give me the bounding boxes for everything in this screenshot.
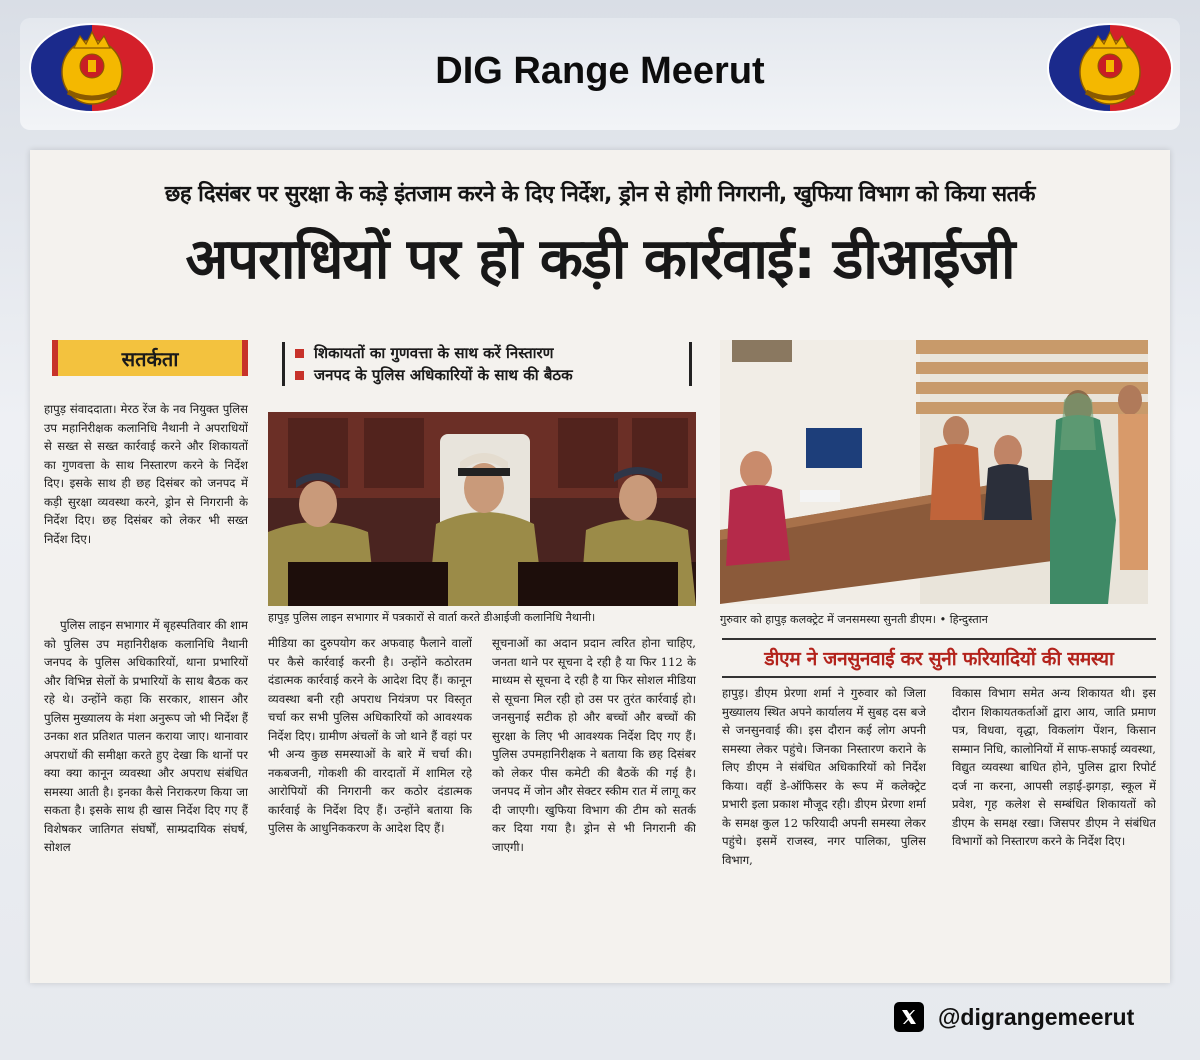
page-title: DIG Range Meerut [435,50,765,92]
bullet-item: शिकायतों का गुणवत्ता के साथ करें निस्तारण [295,342,679,364]
article-column-1-top: हापुड़ संवाददाता। मेरठ रेंज के नव नियुक्त पुलिस उप महानिरीक्षक कलानिधि नैथानी ने अपराधियों से सख्त से सख्त कार्रवाई करने और शिकायतों का गुणवत्ता के साथ निस्तारण करने के निर्देश दिए। इसके साथ ही छह दिसंबर को जनपद में कड़ी सुरक्षा व्यवस्था करने, ड्रोन से निगरानी के निर्देश दिए। छह दिसंबर को लेकर भी सख्त निर्देश दिए। [44,402,248,546]
up-police-emblem-right-icon [1046,22,1174,114]
section-tag: सतर्कता [52,340,248,376]
article-column-2: मीडिया का दुरुपयोग कर अफवाह फैलाने वालों पर कैसे कार्रवाई करनी है। उन्होंने कठोरतम दंडात्मक कार्रवाई करने के आदेश दिए हैं। कानून व्यवस्था बनी रही अपराध नियंत्रण पर विस्तृत चर्चा कर सभी पुलिस अधिकारियों को आवश्यक निर्देश दिए। ग्रामीण अंचलों के जो थाने हैं वहां पर भी अन्य कुछ समस्याओं के बारे में चर्चा की। नकबजनी, गोकशी की वारदातों में शामिल रहे आरोपियों की निगरानी कर कठोर दंडात्मक कार्रवाई के निर्देश दिए हैं। उन्होंने बताया कि पुलिस के आधुनिककरण के आदेश दिए हैं। [268,636,472,835]
photo-caption-2: गुरुवार को हापुड़ कलक्ट्रेट में जनसमस्या सुनती डीएम। • हिन्दुस्तान [720,613,988,626]
photo-police-meeting [268,412,696,606]
article-column-1-bottom: पुलिस लाइन सभागार में बृहस्पतिवार की शाम को पुलिस उप महानिरीक्षक कलानिधि नैथानी जनपद के पुलिस अधिकारियों, थाना प्रभारियों और विभिन्न सेलों के प्रभारियों के साथ बैठक कर रहे थे। उन्होंने कहा कि सरकार, शासन और पुलिस मुख्यालय के मंशा अनुरूप जो भी निर्देश हैं उनका शत प्रतिशत पालन कराया जाए। थानावार अपराधों की समीक्षा करते हुए देखा कि थानों पर क्या क्या कानून व्यवस्था और अपराध संबंधित समस्या आती है। इनका कैसे निराकरण किया जा सकता है। इसके साथ ही खास निर्देश दिए गए हैं विशेषकर जातिगत संघर्षों, साम्प्रदायिक संघर्ष, सोशल [44,618,248,854]
article-headline: अपराधियों पर हो कड़ी कार्रवाई: डीआईजी [185,227,1015,292]
article2-headline: डीएम ने जनसुनवाई कर सुनी फरियादियों की समस्या [722,638,1156,678]
x-logo-icon [894,1002,924,1032]
photo-caption-1: हापुड़ पुलिस लाइन सभागार में पत्रकारों से वार्ता करते डीआईजी कलानिधि नैथानी। [268,611,596,624]
article2-column-2: विकास विभाग समेत अन्य शिकायत थी। इस दौरान शिकायतकर्ताओं द्वारा आय, जाति प्रमाण पत्र, विधवा, वृद्धा, विकलांग पेंशन, किसान सम्मान निधि, कालोनियों में साफ-सफाई व्यवस्था, विद्युत व्यवस्था बाधित होने, पुलिस द्वारा रिपोर्ट दर्ज ना करना, आपसी लड़ाई-झगड़ा, स्कूल में प्रवेश, गृह कलेश से सम्बंधित शिकायतों को डीएम के समक्ष रखा। जिसपर डीएम ने संबंधित विभागों को निस्तारण करने के निर्देश दिए। [952,686,1156,848]
bullet-item: जनपद के पुलिस अधिकारियों के साथ की बैठक [295,364,679,386]
article2-column-1: हापुड़। डीएम प्रेरणा शर्मा ने गुरुवार को जिला मुख्यालय स्थित अपने कार्यालय में सुबह दस बजे से जनसुनवाई की। इस दौरान कई लोग अपनी समस्या लेकर पहुंचे। जिनका निस्तारण कराने के लिए डीएम ने संबंधित अधिकारियों को निर्देश किया। वहीं डे-ऑफिसर के रूप में कलेक्ट्रेट प्रभारी इला प्रकाश मौजूद रही। डीएम प्रेरणा शर्मा के समक्ष कुल 12 फरियादी अपनी समस्या लेकर पहुंचे। इसमें राजस्व, नगर पालिका, पुलिस विभाग, [722,686,926,867]
social-handle[interactable] [894,1000,1134,1034]
social-handle-text[interactable]: @digrangemeerut [938,1003,1135,1030]
photo-dm-public-hearing [720,340,1148,604]
article-kicker: छह दिसंबर पर सुरक्षा के कड़े इंतजाम करने के दिए निर्देश, ड्रोन से होगी निगरानी, खुफिया विभाग को किया सतर्क [164,182,1036,207]
newspaper-clipping [30,150,1170,983]
highlight-bullets [282,342,692,386]
article-column-3: सूचनाओं का अदान प्रदान त्वरित होना चाहिए, जनता थाने पर सूचना दे रही है या फिर 112 के माध्यम से सूचना दे रही है या फिर सोशल मीडिया से सूचना मिल रही हो उस पर तुरंत कार्रवाई हो। जनसुनाई सटीक हो और बच्चों और बच्चों की सुरक्षा के लिए भी आवश्यक निर्देश दिए गए हैं। पुलिस उपमहानिरीक्षक ने बताया कि छह दिसंबर को लेकर पीस कमेटी की बैठकें की गई है। जनपद में जोन और सेक्टर स्कीम रात में लागू कर दी जाएगी। खुफिया विभाग की टीम को सतर्क कर दिया गया है। ड्रोन से भी निगरानी की जाएगी। [492,636,696,854]
